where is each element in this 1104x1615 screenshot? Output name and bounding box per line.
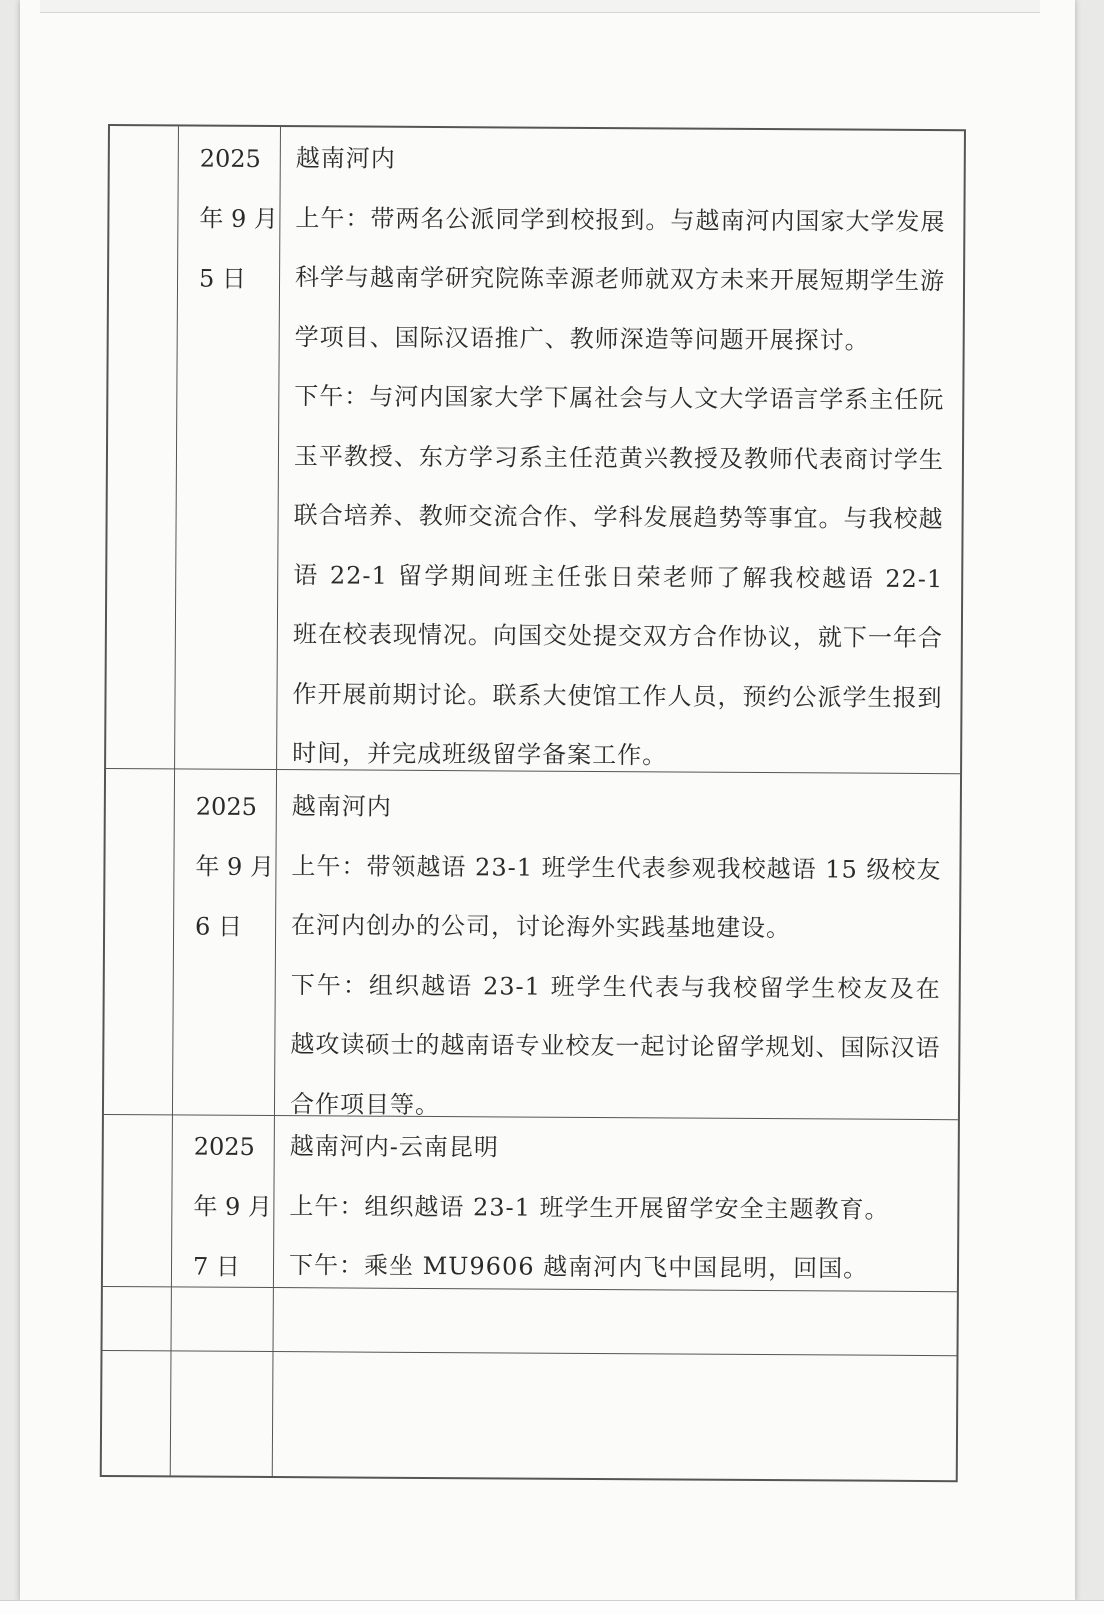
date-day: 7 日	[192, 1252, 241, 1281]
location: 越南河内	[295, 144, 396, 173]
date-cell	[185, 1116, 276, 1297]
morning-activity: 上午：带两名公派同学到校报到。与越南河内国家大学发展科学与越南学研究院陈幸源老师就双方未来开展短期学生游学项目、国际汉语推广、教师深造等问题开展探讨。	[294, 203, 946, 355]
activity-cell	[290, 777, 942, 1138]
table-row	[104, 768, 960, 1120]
date-year: 2025	[193, 1132, 255, 1161]
empty-table-row	[103, 1286, 957, 1356]
afternoon-activity: 下午：与河内国家大学下属社会与人文大学语言学系主任阮玉平教授、东方学习系主任范黄兴教授及教师代表商讨学生联合培养、教师交流合作、学科发展趋势等事宜。与我校越语 22-1 留学期间班主任张日荣老师了解我校越语 22-1 班在校表现情况。向国交处提交双方合作协议，就下一年合作开展前期讨论。联系大使馆工作人员，预约公派学生报到时间，并完成班级留学备案工作。	[292, 382, 945, 770]
next-page-edge	[0, 1600, 1104, 1615]
empty-table-row	[102, 1350, 957, 1480]
morning-activity: 上午：组织越语 23-1 班学生开展留学安全主题教育。	[289, 1191, 890, 1224]
date-year: 2025	[195, 792, 257, 821]
activity-cell	[292, 129, 946, 787]
date-year: 2025	[199, 144, 261, 173]
table-row	[103, 1114, 958, 1292]
afternoon-activity: 下午：组织越语 23-1 班学生代表与我校留学生校友及在越攻读硕士的越南语专业校友一起讨论留学规划、国际汉语合作项目等。	[289, 970, 941, 1119]
previous-page-edge	[40, 0, 1040, 13]
location: 越南河内-云南昆明	[289, 1132, 499, 1162]
date-day: 6 日	[195, 912, 243, 941]
morning-activity: 上午：带领越语 23-1 班学生代表参观我校越语 15 级校友在河内创办的公司，讨论海外实践基地建设。	[291, 851, 942, 943]
location: 越南河内	[291, 792, 392, 821]
date-day: 5 日	[198, 264, 247, 293]
date-month: 年 9 月	[199, 204, 279, 234]
date-cell	[187, 777, 278, 958]
itinerary-table	[100, 124, 966, 1482]
date-month: 年 9 月	[195, 852, 275, 882]
afternoon-activity: 下午：乘坐 MU9606 越南河内飞中国昆明，回国。	[288, 1251, 869, 1283]
date-month: 年 9 月	[193, 1192, 273, 1222]
date-cell	[191, 129, 282, 310]
table-row	[106, 126, 964, 774]
activity-cell	[289, 1117, 940, 1299]
